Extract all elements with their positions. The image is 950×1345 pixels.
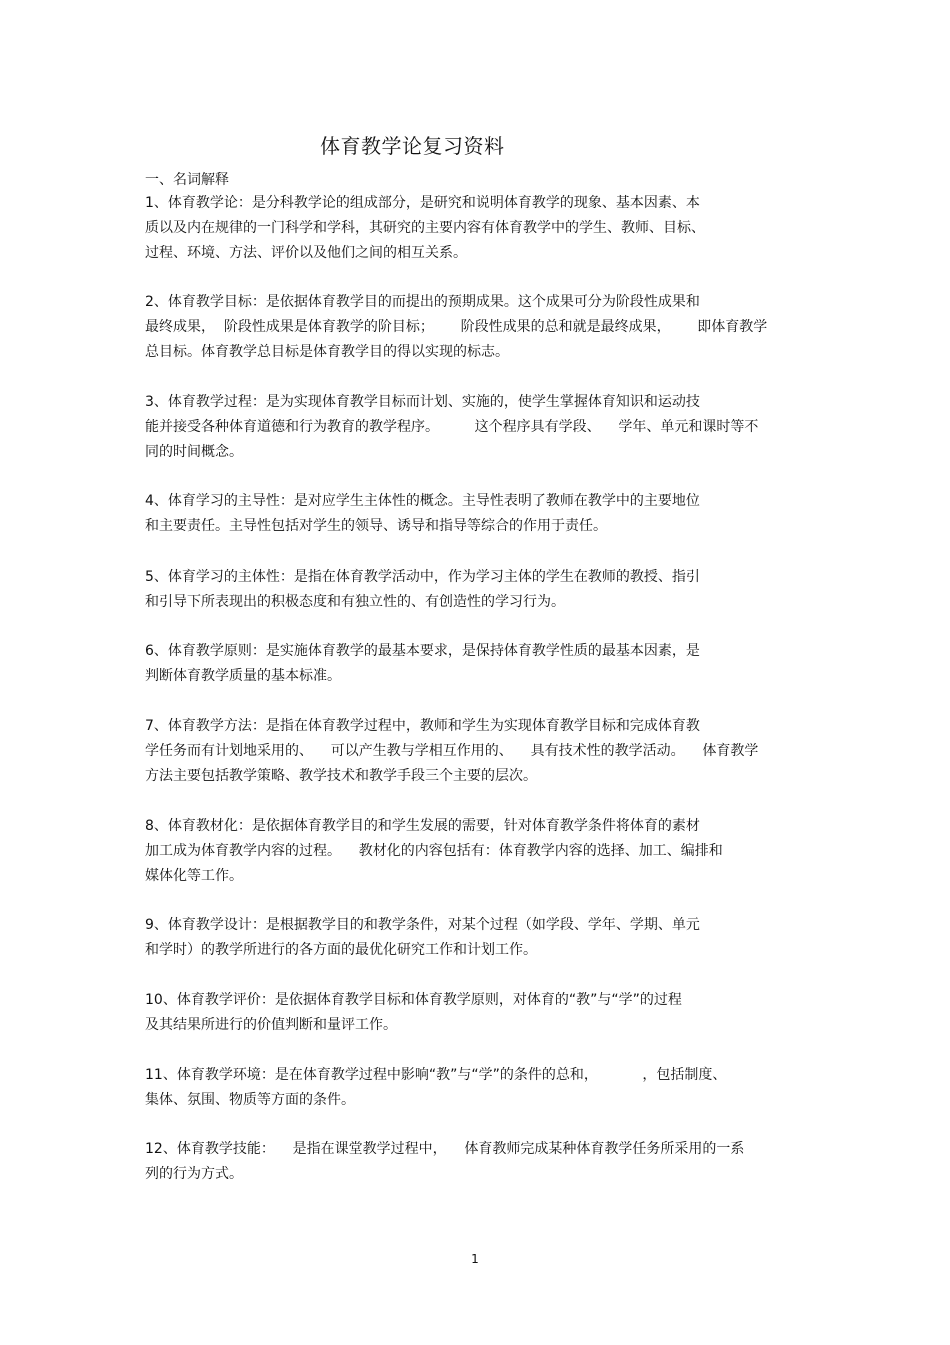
text-line: 集体、氛围、物质等方面的条件。	[145, 1092, 355, 1108]
definition-paragraph-6	[145, 639, 805, 689]
text-line: 能并接受各种体育道德和行为教育的教学程序。 这个程序具有学段、 学年、单元和课时等不	[145, 419, 759, 435]
text-line: 总目标。体育教学总目标是体育教学目的得以实现的标志。	[145, 344, 509, 360]
text-line: 及其结果所进行的价值判断和量评工作。	[145, 1017, 397, 1033]
text-line: 学任务而有计划地采用的、 可以产生教与学相互作用的、 具有技术性的教学活动。 体育教学	[145, 743, 759, 759]
text-line: 11、体育教学环境：是在体育教学过程中影响“教”与“学”的条件的总和， ，包括制度、	[145, 1067, 727, 1083]
text-line: 和引导下所表现出的积极态度和有独立性的、有创造性的学习行为。	[145, 594, 565, 610]
definition-paragraph-9	[145, 913, 805, 963]
text-line: 列的行为方式。	[145, 1166, 243, 1182]
definition-paragraph-5	[145, 565, 805, 615]
section-heading: 一、名词解释	[145, 172, 229, 188]
text-line: 3、体育教学过程：是为实现体育教学目标而计划、实施的，使学生掌握体育知识和运动技	[145, 394, 700, 410]
page-number: 1	[471, 1252, 479, 1266]
document-title: 体育教学论复习资料	[320, 134, 505, 158]
text-line: 方法主要包括教学策略、教学技术和教学手段三个主要的层次。	[145, 768, 537, 784]
text-line: 最终成果， 阶段性成果是体育教学的阶目标； 阶段性成果的总和就是最终成果， 即体育教学	[145, 319, 768, 335]
text-line: 12、体育教学技能： 是指在课堂教学过程中， 体育教师完成某种体育教学任务所采用的一系	[145, 1141, 745, 1157]
text-line: 6、体育教学原则：是实施体育教学的最基本要求，是保持体育教学性质的最基本因素，是	[145, 643, 700, 659]
text-line: 1、体育教学论：是分科教学论的组成部分，是研究和说明体育教学的现象、基本因素、本	[145, 195, 700, 211]
definition-paragraph-8	[145, 814, 805, 889]
text-line: 媒体化等工作。	[145, 868, 243, 884]
text-line: 质以及内在规律的一门科学和学科，其研究的主要内容有体育教学中的学生、教师、目标、	[145, 220, 705, 236]
text-line: 同的时间概念。	[145, 444, 243, 460]
text-line: 4、体育学习的主导性：是对应学生主体性的概念。主导性表明了教师在教学中的主要地位	[145, 493, 700, 509]
text-line: 7、体育教学方法：是指在体育教学过程中，教师和学生为实现体育教学目标和完成体育教	[145, 718, 700, 734]
definition-paragraph-7	[145, 714, 805, 789]
text-line: 5、体育学习的主体性：是指在体育教学活动中，作为学习主体的学生在教师的教授、指引	[145, 569, 700, 585]
definition-paragraph-12	[145, 1137, 805, 1187]
definition-paragraph-3	[145, 390, 805, 465]
text-line: 9、体育教学设计：是根据教学目的和教学条件，对某个过程（如学段、学年、学期、单元	[145, 917, 700, 933]
text-line: 10、体育教学评价：是依据体育教学目标和体育教学原则，对体育的“教”与“学”的过程	[145, 992, 682, 1008]
definition-paragraph-1	[145, 191, 805, 266]
definition-paragraph-11	[145, 1063, 805, 1113]
text-line: 和主要责任。主导性包括对学生的领导、诱导和指导等综合的作用于责任。	[145, 518, 607, 534]
text-line: 8、体育教材化：是依据体育教学目的和学生发展的需要，针对体育教学条件将体育的素材	[145, 818, 700, 834]
text-line: 2、体育教学目标：是依据体育教学目的而提出的预期成果。这个成果可分为阶段性成果和	[145, 294, 700, 310]
text-line: 过程、环境、方法、评价以及他们之间的相互关系。	[145, 245, 467, 261]
text-line: 和学时）的教学所进行的各方面的最优化研究工作和计划工作。	[145, 942, 537, 958]
text-line: 判断体育教学质量的基本标准。	[145, 668, 341, 684]
definition-paragraph-10	[145, 988, 805, 1038]
definition-paragraph-4	[145, 489, 805, 539]
text-line: 加工成为体育教学内容的过程。 教材化的内容包括有：体育教学内容的选择、加工、编排和	[145, 843, 723, 859]
definition-paragraph-2	[145, 290, 805, 365]
